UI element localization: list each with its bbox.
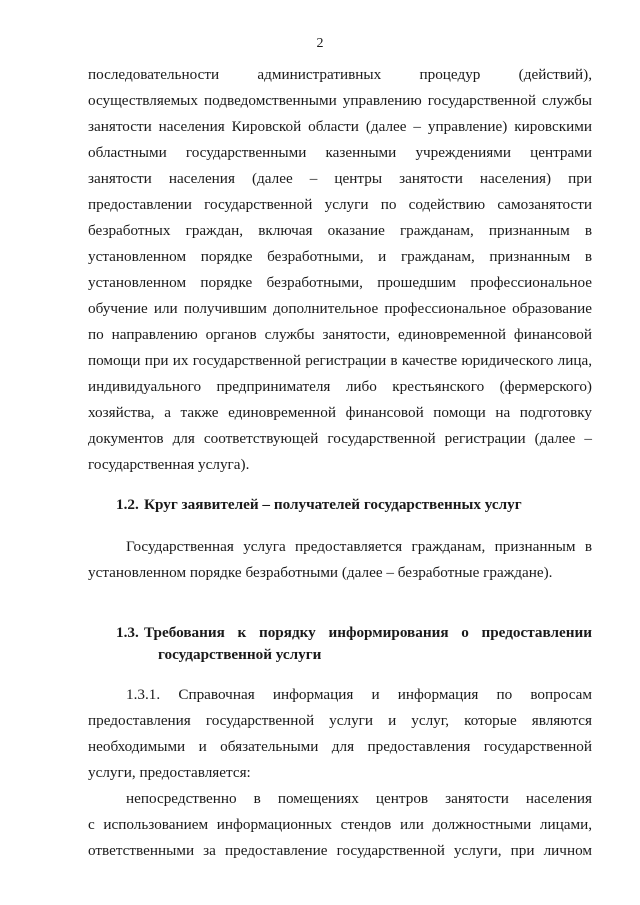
page-number: 2 (316, 36, 324, 51)
document-body (88, 62, 592, 864)
text-line: занятости населения (далее – центры занятости населения) при (88, 170, 592, 187)
paragraph-direct (88, 786, 592, 864)
text-line: необходимыми и обязательными для предоставления государственной (88, 738, 592, 755)
text-line: хозяйства, а также единовременной финансовой помощи на подготовку (88, 404, 592, 421)
text-line: по направлению органов службы занятости, единовременной финансовой (88, 326, 592, 343)
paragraph-1-3-1 (88, 682, 592, 786)
text-line: последовательности административных процедур (действий), (88, 66, 592, 83)
paragraph-1-2 (88, 534, 592, 586)
text-line: с использованием информационных стендов или должностными лицами, (88, 816, 592, 833)
section-title: Круг заявителей – получателей государственных услуг (144, 496, 522, 513)
section-title-line (116, 622, 592, 644)
text-line: Государственная услуга предоставляется гражданам, признанным в (126, 538, 592, 555)
text-line: помощи при их государственной регистрации в качестве юридического лица, (88, 352, 592, 369)
section-title-line: государственной услуги (158, 646, 322, 663)
text-line: услуги, предоставляется: (88, 764, 251, 781)
text-line: установленном порядке безработными, прошедшим профессиональное (88, 274, 592, 291)
text-line: индивидуального предпринимателя либо крестьянского (фермерского) (88, 378, 592, 395)
text-line: обучение или получившим дополнительное профессиональное образование (88, 300, 592, 317)
text-line: установленном порядке безработными (далее – безработные граждане). (88, 564, 553, 581)
text-line: предоставлении государственной услуги по содействию самозанятости (88, 196, 592, 213)
section-number: 1.2. (116, 496, 139, 513)
section-heading-1-3 (88, 622, 592, 666)
text-line: документов для соответствующей государственной регистрации (далее – (88, 430, 592, 447)
section-number: 1.3. (116, 624, 139, 641)
text-line: ответственными за предоставление государственной услуги, при личном (88, 842, 592, 859)
text-line: осуществляемых подведомственными управлению государственной службы (88, 92, 592, 109)
text-line: непосредственно в помещениях центров занятости населения (126, 790, 592, 807)
section-heading-1-2 (88, 494, 592, 516)
text-line: установленном порядке безработными, и гражданам, признанным в (88, 248, 592, 265)
text-line: государственная услуга). (88, 456, 250, 473)
paragraph-intro (88, 62, 592, 478)
text-line: занятости населения Кировской области (далее – управление) кировскими (88, 118, 592, 135)
text-line: предоставления государственной услуги и услуг, которые являются (88, 712, 592, 729)
text-line: безработных граждан, включая оказание гражданам, признанным в (88, 222, 592, 239)
section-title: Требования к порядку информирования о предоставлении (144, 624, 592, 641)
text-line: 1.3.1. Справочная информация и информация по вопросам (126, 686, 592, 703)
text-line: областными государственными казенными учреждениями центрами (88, 144, 592, 161)
